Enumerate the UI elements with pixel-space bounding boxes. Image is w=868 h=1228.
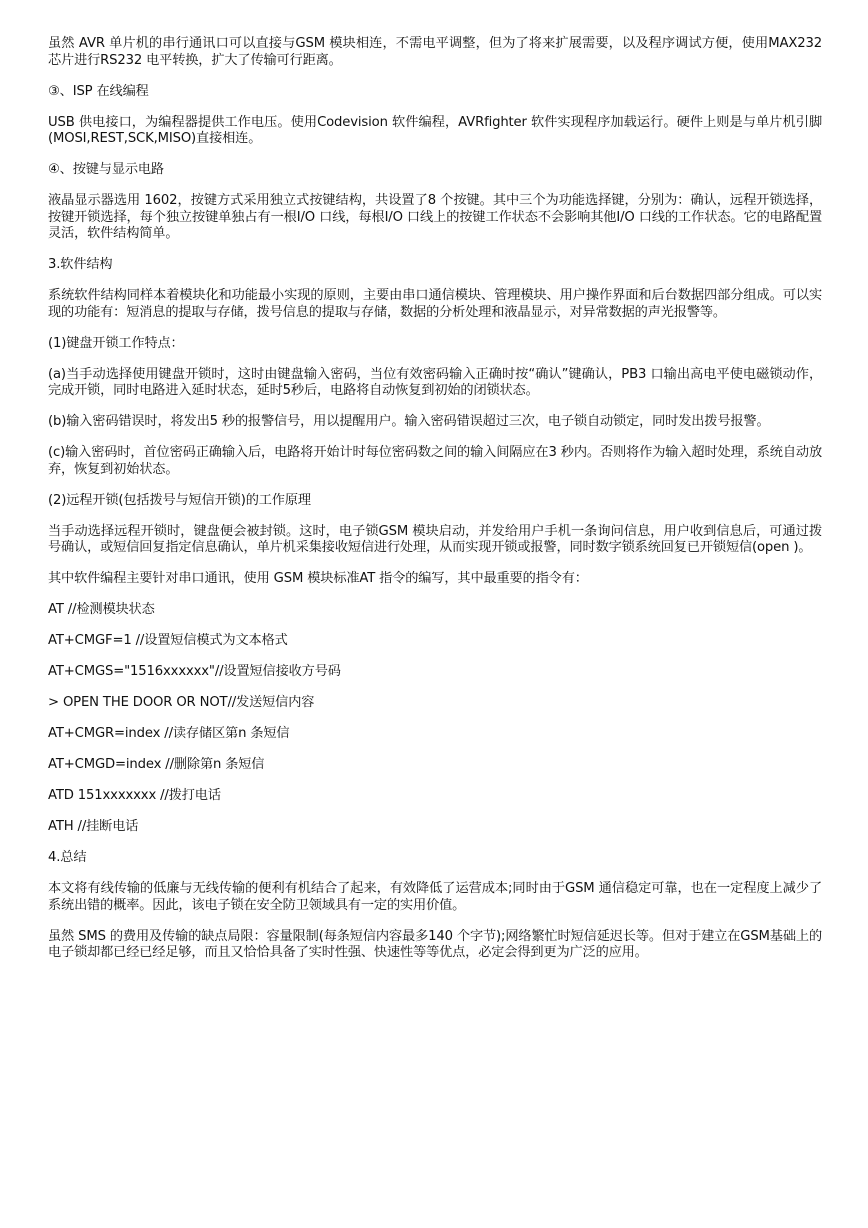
- command-cmgs: AT+CMGS="1516xxxxxx"//设置短信接收方号码: [48, 664, 341, 679]
- heading-isp-programming: ③、ISP 在线编程: [48, 83, 149, 99]
- command-cmgr: AT+CMGR=index //读存储区第n 条短信: [48, 726, 290, 741]
- paragraph-keypad-b: (b)输入密码错误时，将发出5 秒的报警信号，用以提醒用户。输入密码错误超过三次，电子锁自动锁定，同时发出拨号报警。: [48, 414, 770, 429]
- paragraph-serial-interface: 虽然 AVR 单片机的串行通讯口可以直接与GSM 模块相连，不需电平调整，但为了将来扩展需要，以及程序调试方便，使用MAX232 芯片进行RS232 电平转换，扩大了传输可行距离。: [48, 36, 822, 68]
- command-at: AT //检测模块状态: [48, 602, 155, 617]
- paragraph-at-commands-intro: 其中软件编程主要针对串口通讯，使用 GSM 模块标准AT 指令的编写，其中最重要的指令有：: [48, 571, 588, 586]
- paragraph-summary-2: 虽然 SMS 的费用及传输的缺点局限：容量限制(每条短信内容最多140 个字节);网络繁忙时短信延迟长等。但对于建立在GSM基础上的电子锁却都已经已经足够，而且又恰恰具备了实时性强、快速性等等优点，必定会得到更为广泛的应用。: [48, 928, 822, 960]
- paragraph-remote-unlock: 当手动选择远程开锁时，键盘便会被封锁。这时，电子锁GSM 模块启动，并发给用户手机一条询问信息，用户收到信息后，可通过拨号确认，或短信回复指定信息确认，单片机采集接收短信进行处理，从而实现开锁或报警，同时数字锁系统回复已开锁短信(open )。: [48, 523, 822, 555]
- command-ath: ATH //挂断电话: [48, 819, 139, 834]
- command-cmgf: AT+CMGF=1 //设置短信模式为文本格式: [48, 633, 288, 648]
- heading-remote-unlock: (2)远程开锁(包括拨号与短信开锁)的工作原理: [48, 492, 311, 508]
- document-body: [48, 36, 822, 976]
- paragraph-keypad-a: (a)当手动选择使用键盘开锁时，这时由键盘输入密码，当位有效密码输入正确时按“确认”键确认，PB3 口输出高电平使电磁锁动作，完成开锁，同时电路进入延时状态，延时5秒后，电路将自动恢复到初始的闭锁状态。: [48, 366, 822, 398]
- command-sms-content: > OPEN THE DOOR OR NOT//发送短信内容: [48, 695, 315, 710]
- heading-summary: 4.总结: [48, 850, 87, 865]
- paragraph-summary-1: 本文将有线传输的低廉与无线传输的便利有机结合了起来，有效降低了运营成本;同时由于GSM 通信稳定可靠，也在一定程度上减少了系统出错的概率。因此，该电子锁在安全防卫领域具有一定的实用价值。: [48, 881, 822, 913]
- paragraph-lcd-keys: 液晶显示器选用 1602，按键方式采用独立式按键结构，共设置了8 个按键。其中三个为功能选择键，分别为：确认，远程开锁选择，按键开锁选择，每个独立按键单独占有一根I/O 口线，每根I/O 口线上的按键工作状态不会影响其他I/O 口线的工作状态。它的电路配置灵活，软件结构简单。: [48, 193, 822, 241]
- paragraph-software-modules: 系统软件结构同样本着模块化和功能最小实现的原则，主要由串口通信模块、管理模块、用户操作界面和后台数据四部分组成。可以实现的功能有：短消息的提取与存储，拨号信息的提取与存储，数据的分析处理和液晶显示，对异常数据的声光报警等。: [48, 288, 822, 320]
- heading-keys-display: ④、按键与显示电路: [48, 162, 164, 177]
- command-atd: ATD 151xxxxxxx //拨打电话: [48, 788, 221, 803]
- heading-software-structure: 3.软件结构: [48, 257, 113, 272]
- heading-keypad-unlock: (1)键盘开锁工作特点：: [48, 335, 184, 351]
- command-cmgd: AT+CMGD=index //删除第n 条短信: [48, 757, 265, 772]
- paragraph-keypad-c: (c)输入密码时，首位密码正确输入后，电路将开始计时每位密码数之间的输入间隔应在3 秒内。否则将作为输入超时处理，系统自动放弃，恢复到初始状态。: [48, 445, 822, 477]
- paragraph-usb-power: USB 供电接口，为编程器提供工作电压。使用Codevision 软件编程，AVRfighter 软件实现程序加载运行。硬件上则是与单片机引脚(MOSI,REST,SCK,MISO)直接相连。: [48, 114, 822, 146]
